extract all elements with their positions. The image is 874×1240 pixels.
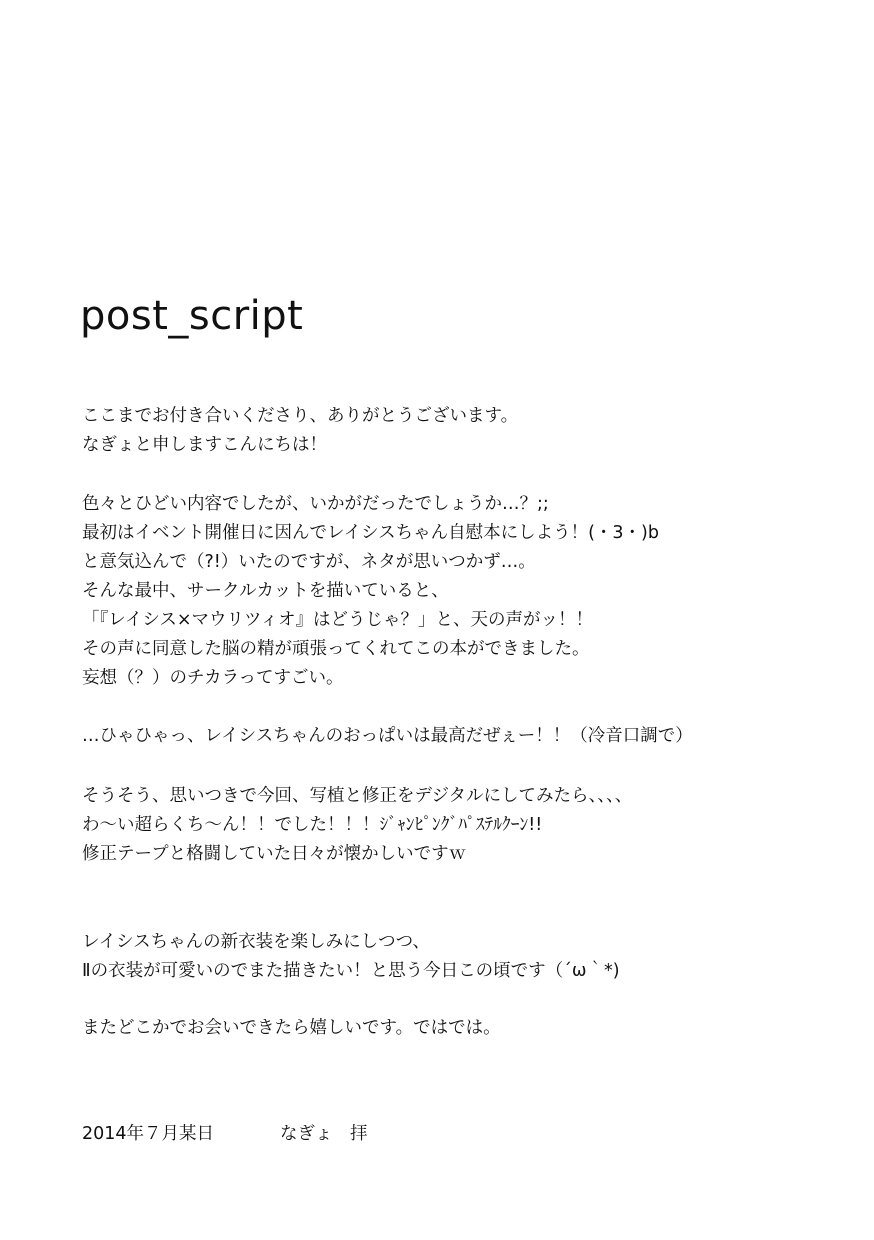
paragraph-digital <box>82 782 632 869</box>
paragraph-greeting <box>82 402 518 460</box>
signature-name: なぎょ 拝 <box>280 1124 368 1144</box>
paragraph-quote <box>82 722 693 751</box>
paragraph-story <box>82 490 659 693</box>
text-line: その声に同意した脳の精が頑張ってくれてこの本ができました。 <box>82 639 590 659</box>
text-line: 「『レイシス×マウリツィオ』はどうじゃ？」と、天の声がッ！！ <box>82 610 593 630</box>
text-line: ここまでお付き合いくださり、ありがとうございます。 <box>82 406 519 426</box>
text-line: と意気込んで（?!）いたのですが、ネタが思いつかず…。 <box>82 552 536 572</box>
text-line: 修正テープと格闘していた日々が懐かしいですｗ <box>82 844 467 864</box>
text-line: …ひゃひゃっ、レイシスちゃんのおっぱいは最高だぜぇー！！（冷音口調で） <box>82 726 693 746</box>
text-line: またどこかでお会いできたら嬉しいです。ではでは。 <box>82 1018 501 1038</box>
text-line: 妄想（？）のチカラってすごい。 <box>82 668 344 688</box>
signature-date: 2014年７月某日 <box>82 1124 215 1144</box>
text-line: レイシスちゃんの新衣装を楽しみにしつつ、 <box>82 932 430 952</box>
text-line: わ～い超らくち～ん！！でした！！！ｼﾞｬﾝﾋﾟﾝｸﾞﾊﾟｽﾃﾙｸｰﾝ!! <box>82 815 543 835</box>
text-line: そうそう、思いつきで今回、写植と修正をデジタルにしてみたら、、、、 <box>82 786 633 806</box>
signature <box>82 1120 368 1149</box>
paragraph-closing <box>82 1014 501 1043</box>
text-line: なぎょと申しますこんにちは！ <box>82 435 327 455</box>
paragraph-costume <box>82 928 620 986</box>
page-title: post_script <box>80 293 304 339</box>
text-line: Ⅱの衣装が可愛いのでまた描きたい！と思う今日この頃です（´ω｀*) <box>82 961 620 981</box>
text-line: 色々とひどい内容でしたが、いかがだったでしょうか…？;; <box>82 494 549 514</box>
text-line: 最初はイベント開催日に因んでレイシスちゃん自慰本にしよう！(・3・)b <box>82 523 659 543</box>
text-line: そんな最中、サークルカットを描いていると、 <box>82 581 449 601</box>
